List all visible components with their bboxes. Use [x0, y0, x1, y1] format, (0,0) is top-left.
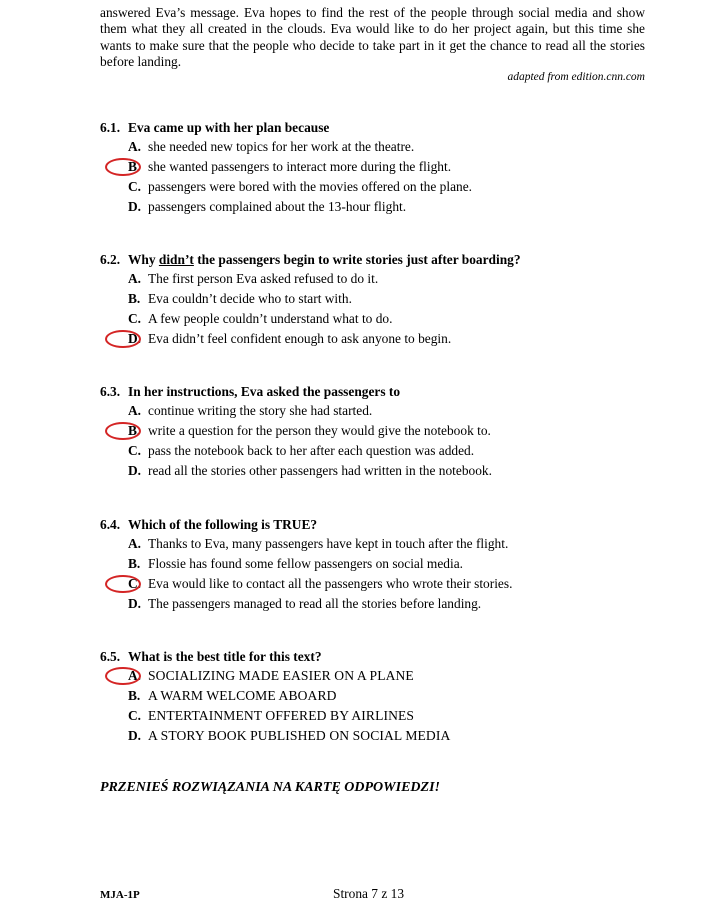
answer-circle-mark — [105, 330, 141, 348]
option-text: write a question for the person they would give the notebook to. — [148, 423, 491, 438]
option-letter: D. — [128, 596, 142, 611]
question-6-4 — [100, 515, 660, 614]
option-letter: C. — [128, 443, 142, 458]
answer-circle-mark — [105, 575, 141, 593]
question-text-end: the passengers begin to write stories just after boarding? — [193, 252, 521, 267]
option-letter: D. — [128, 331, 142, 346]
option-letter: A. — [128, 668, 142, 683]
answer-circle-mark — [105, 422, 141, 440]
option-letter: C. — [128, 708, 142, 723]
question-number: 6.3. — [100, 384, 121, 399]
question-number: 6.2. — [100, 252, 121, 267]
option-text: passengers were bored with the movies offered on the plane. — [148, 179, 472, 194]
option-text: The passengers managed to read all the stories before landing. — [148, 596, 482, 611]
question-text: What is the best title for this text? — [128, 649, 322, 664]
option-d[interactable] — [100, 726, 660, 746]
option-a[interactable] — [100, 666, 660, 686]
option-c[interactable] — [100, 441, 660, 461]
source-citation: adapted from edition.cnn.com — [507, 71, 645, 83]
option-b[interactable] — [100, 421, 660, 441]
question-number: 6.4. — [100, 517, 121, 532]
option-letter: B. — [128, 423, 141, 438]
option-letter: D. — [128, 199, 142, 214]
footer-exam-code: MJA-1P — [100, 889, 140, 901]
option-text: A STORY BOOK PUBLISHED ON SOCIAL MEDIA — [148, 728, 451, 743]
option-c[interactable] — [100, 309, 660, 329]
option-letter: D. — [128, 728, 142, 743]
option-c[interactable] — [100, 706, 660, 726]
option-letter: C. — [128, 179, 142, 194]
option-text: she needed new topics for her work at the theatre. — [148, 139, 415, 154]
intro-paragraph: answered Eva’s message. Eva hopes to find the rest of the people through social media and show them what they all created in the clouds. Eva would like to do her project again, but this time she wants to make sure that the people who decide to take part in it get the chance to read all the stories before landing. — [100, 5, 645, 70]
footer-page-number: Strona 7 z 13 — [333, 886, 405, 901]
option-text: A WARM WELCOME ABOARD — [148, 688, 337, 703]
option-letter: D. — [128, 463, 142, 478]
answer-circle-mark — [105, 158, 141, 176]
question-6-1 — [100, 118, 660, 217]
option-text: continue writing the story she had started. — [148, 403, 373, 418]
option-d[interactable] — [100, 197, 660, 217]
option-text: ENTERTAINMENT OFFERED BY AIRLINES — [148, 708, 415, 723]
question-text-start: Why — [128, 252, 159, 267]
option-a[interactable] — [100, 401, 660, 421]
option-b[interactable] — [100, 554, 660, 574]
option-text: passengers complained about the 13-hour flight. — [148, 199, 407, 214]
question-6-2 — [100, 250, 660, 349]
question-stem — [100, 382, 660, 401]
option-d[interactable] — [100, 461, 660, 481]
option-letter: B. — [128, 159, 141, 174]
option-c[interactable] — [100, 177, 660, 197]
option-letter: B. — [128, 688, 141, 703]
option-c[interactable] — [100, 574, 660, 594]
question-text: Eva came up with her plan because — [128, 120, 330, 135]
option-a[interactable] — [100, 534, 660, 554]
option-text: Eva didn’t feel confident enough to ask anyone to begin. — [148, 331, 452, 346]
option-letter: A. — [128, 139, 142, 154]
option-a[interactable] — [100, 137, 660, 157]
option-text: Eva couldn’t decide who to start with. — [148, 291, 352, 306]
option-text: The first person Eva asked refused to do it. — [148, 271, 379, 286]
transfer-answers-instruction: PRZENIEŚ ROZWIĄZANIA NA KARTĘ ODPOWIEDZI! — [100, 780, 440, 795]
question-6-3 — [100, 382, 660, 481]
question-stem — [100, 118, 660, 137]
question-text: In her instructions, Eva asked the passengers to — [128, 384, 401, 399]
option-text: SOCIALIZING MADE EASIER ON A PLANE — [148, 668, 414, 683]
option-text: A few people couldn’t understand what to do. — [148, 311, 393, 326]
answer-circle-mark — [105, 667, 141, 685]
option-a[interactable] — [100, 269, 660, 289]
question-number: 6.1. — [100, 120, 121, 135]
question-6-5 — [100, 647, 660, 746]
question-number: 6.5. — [100, 649, 121, 664]
option-text: she wanted passengers to interact more during the flight. — [148, 159, 452, 174]
option-b[interactable] — [100, 686, 660, 706]
option-text: Flossie has found some fellow passengers on social media. — [148, 556, 463, 571]
option-text: Thanks to Eva, many passengers have kept in touch after the flight. — [148, 536, 509, 551]
option-letter: C. — [128, 576, 142, 591]
option-letter: B. — [128, 291, 141, 306]
question-text-emphasis: didn’t — [158, 252, 194, 267]
option-text: Eva would like to contact all the passengers who wrote their stories. — [148, 576, 513, 591]
question-stem — [100, 515, 660, 534]
option-letter: B. — [128, 556, 141, 571]
question-stem — [100, 647, 660, 666]
option-text: pass the notebook back to her after each question was added. — [148, 443, 475, 458]
option-b[interactable] — [100, 157, 660, 177]
option-letter: A. — [128, 536, 142, 551]
question-stem — [100, 250, 660, 269]
question-text: Which of the following is TRUE? — [128, 517, 318, 532]
option-letter: A. — [128, 271, 142, 286]
option-d[interactable] — [100, 594, 660, 614]
option-text: read all the stories other passengers had written in the notebook. — [148, 463, 492, 478]
option-d[interactable] — [100, 329, 660, 349]
option-letter: A. — [128, 403, 142, 418]
option-letter: C. — [128, 311, 142, 326]
option-b[interactable] — [100, 289, 660, 309]
